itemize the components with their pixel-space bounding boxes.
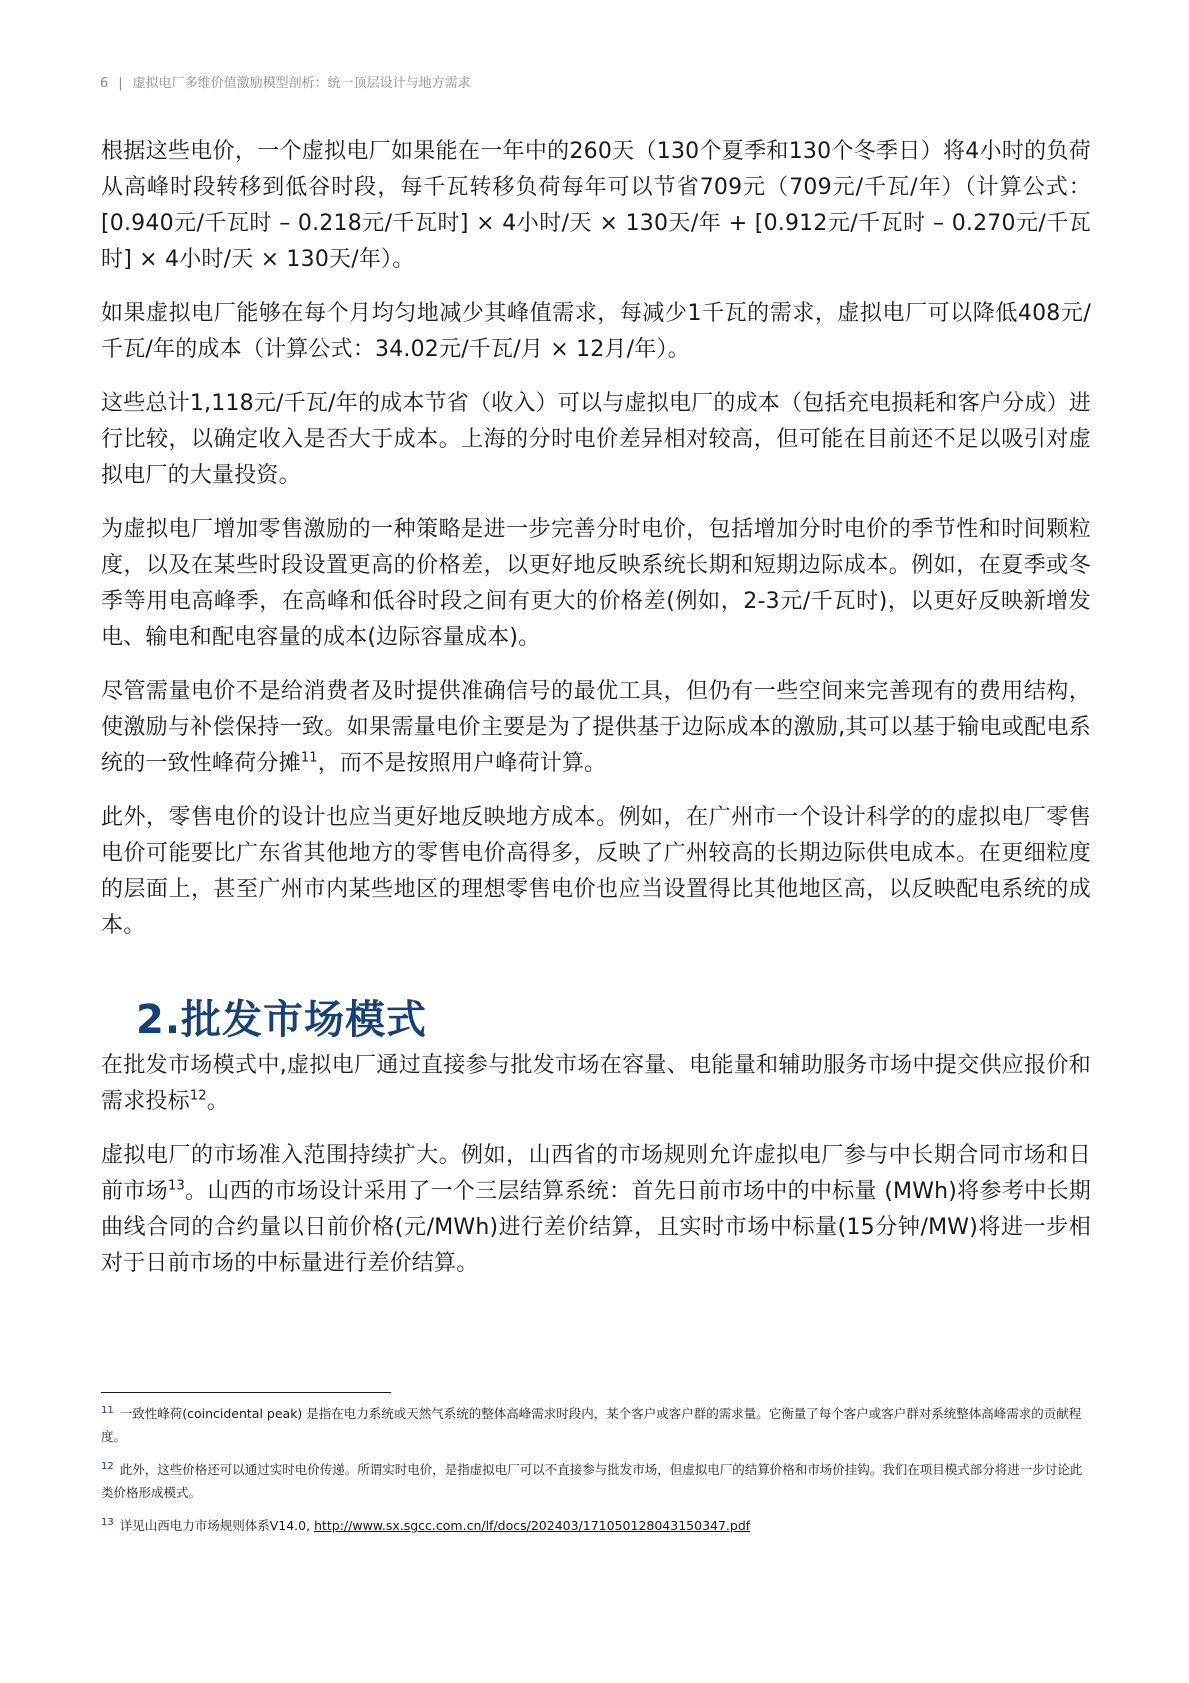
- footnote-number: 11: [101, 1404, 114, 1416]
- paragraph-demand-charge-savings: 如果虚拟电厂能够在每个月均匀地减少其峰值需求，每减少1千瓦的需求，虚拟电厂可以降低408元/千瓦/年的成本（计算公式：34.02元/千瓦/月 × 12月/年）。: [101, 301, 1091, 362]
- paragraph-local-cost: 此外，零售电价的设计也应当更好地反映地方成本。例如，在广州市一个设计科学的的虚拟电厂零售电价可能要比广东省其他地方的零售电价高得多，反映了广州较高的长期边际供电成本。在更细粒度的层面上，甚至广州市内某些地区的理想零售电价也应当设置得比其他地区高，以反映配电系统的成本。: [101, 805, 1091, 938]
- footnote-text: 此外，这些价格还可以通过实时电价传递。所谓实时电价，是指虚拟电厂可以不直接参与批发市场，但虚拟电厂的结算价格和市场价挂钩。我们在项目模式部分将进一步讨论此类价格形成模式。: [101, 1462, 1083, 1500]
- paragraph-text: 。: [206, 1089, 229, 1114]
- footnote-number: 12: [101, 1460, 114, 1472]
- footnote-link[interactable]: http://www.sx.sgcc.com.cn/lf/docs/202403/171050128043150347.pdf: [314, 1518, 751, 1533]
- paragraph-wholesale-model: [101, 1048, 1091, 1120]
- footnote-ref-12[interactable]: 12: [189, 1088, 207, 1104]
- paragraph-tou-strategy: 为虚拟电厂增加零售激励的一种策略是进一步完善分时电价，包括增加分时电价的季节性和时间颗粒度，以及在某些时段设置更高的价格差，以更好地反映系统长期和短期边际成本。例如，在夏季或冬季等用电高峰季，在高峰和低谷时段之间有更大的价格差(例如，2-3元/千瓦时)，以更好反映新增发电、输电和配电容量的成本(边际容量成本)。: [101, 517, 1091, 650]
- footnote-12: [101, 1458, 1091, 1504]
- document-title: 虚拟电厂多维价值激励模型剖析：统一顶层设计与地方需求: [132, 76, 471, 91]
- footnote-13: [101, 1514, 1091, 1537]
- paragraph-total-savings: 这些总计1,118元/千瓦/年的成本节省（收入）可以与虚拟电厂的成本（包括充电损耗和客户分成）进行比较，以确定收入是否大于成本。上海的分时电价差异相对较高，但可能在目前还不足以吸引对虚拟电厂的大量投资。: [101, 391, 1091, 488]
- page-number: 6: [100, 76, 109, 91]
- section-heading: 2.批发市场模式: [136, 997, 428, 1043]
- header-separator: |: [118, 76, 123, 91]
- paragraph-demand-tariff: [101, 674, 1091, 782]
- paragraph-shanxi-market: [101, 1138, 1091, 1282]
- footnote-ref-11[interactable]: 11: [300, 750, 318, 766]
- footnotes: [101, 1402, 1091, 1547]
- running-header: [100, 72, 471, 91]
- paragraph-text: ，而不是按照用户峰荷计算。: [317, 751, 607, 776]
- footnote-text: 详见山西电力市场规则体系V14.0,: [119, 1518, 315, 1533]
- footnote-ref-13[interactable]: 13: [167, 1178, 185, 1194]
- body-text-upper: [101, 134, 1091, 962]
- paragraph-peak-shifting-savings: 根据这些电价，一个虚拟电厂如果能在一年中的260天（130个夏季和130个冬季日）将4小时的负荷从高峰时段转移到低谷时段，每千瓦转移负荷每年可以节省709元（709元/千瓦/年）（计算公式：[0.940元/千瓦时 – 0.218元/千瓦时] × 4小时/天 × 130天/年 + [0.912元/千瓦时 – 0.270元/千瓦时] × 4小时/天 × 130天/年）。: [101, 139, 1091, 272]
- footnote-divider: [101, 1392, 391, 1393]
- footnote-text: 一致性峰荷(coincidental peak) 是指在电力系统或天然气系统的整体高峰需求时段内，某个客户或客户群的需求量。它衡量了每个客户或客户群对系统整体高峰需求的贡献程度。: [101, 1406, 1082, 1444]
- paragraph-text: 虚拟电厂的市场准入范围持续扩大。例如，山西省的市场规则允许虚拟电厂参与中长期合同市场和日前市场: [101, 1143, 1091, 1204]
- paragraph-text: 尽管需量电价不是给消费者及时提供准确信号的最优工具，但仍有一些空间来完善现有的费用结构，使激励与补偿保持一致。如果需量电价主要是为了提供基于边际成本的激励,其可以基于输电或配电系统的一致性峰荷分摊: [101, 679, 1091, 776]
- footnote-11: [101, 1402, 1091, 1448]
- paragraph-text: 在批发市场模式中,虚拟电厂通过直接参与批发市场在容量、电能量和辅助服务市场中提交供应报价和需求投标: [101, 1053, 1091, 1114]
- body-text-lower: [101, 1048, 1091, 1300]
- paragraph-text: 。山西的市场设计采用了一个三层结算系统：首先日前市场中的中标量 (MWh)将参考中长期曲线合同的合约量以日前价格(元/MWh)进行差价结算，且实时市场中标量(15分钟/MW)将进一步相对于日前市场的中标量进行差价结算。: [101, 1179, 1091, 1276]
- footnote-number: 13: [101, 1516, 114, 1528]
